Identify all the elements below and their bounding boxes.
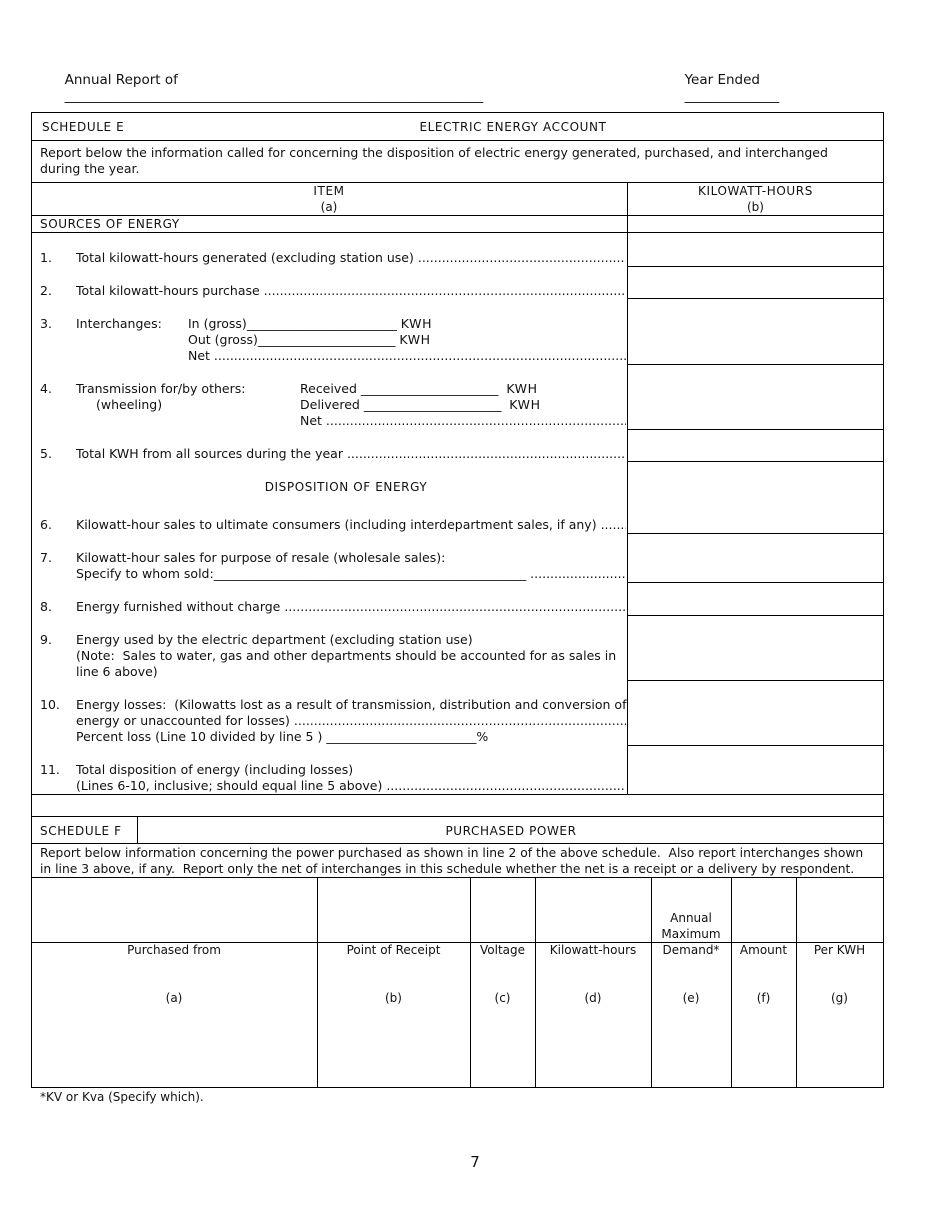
kwh-cell-line-4[interactable] xyxy=(628,365,883,429)
line-11-label-cont: (Lines 6-10, inclusive; should equal line 5 above) ..... xyxy=(76,778,626,794)
year-ended-line xyxy=(676,56,779,104)
kwh-cell-line-2[interactable] xyxy=(628,267,883,298)
col-kwh-letter: (b) xyxy=(747,200,764,214)
disposition-heading: DISPOSITION OF ENERGY xyxy=(264,480,428,494)
line-9-label: Energy used by the electric department (excluding station use) xyxy=(76,632,473,647)
line-10-percent-field[interactable]: ________________________ xyxy=(326,729,477,744)
line-1-number: 1. xyxy=(40,250,52,265)
line-3-out-row xyxy=(188,332,431,348)
annual-report-label: Annual Report of xyxy=(64,72,178,88)
line-4-sub-label: (wheeling) xyxy=(96,397,163,412)
entry-purchased-from[interactable] xyxy=(32,943,317,1087)
col-per-kwh-letter: (g) xyxy=(831,991,848,1005)
kwh-cell-line-5[interactable] xyxy=(628,430,883,461)
entry-voltage[interactable] xyxy=(471,943,535,1087)
kwh-cell-line-1[interactable] xyxy=(628,233,883,266)
col-voltage-label: Voltage xyxy=(479,943,525,957)
line-4-delivered-label: Delivered xyxy=(300,397,360,412)
kwh-cell-line-11[interactable] xyxy=(628,746,883,794)
line-6-number: 6. xyxy=(40,517,52,532)
entry-annual-max-demand[interactable] xyxy=(652,943,731,1087)
line-4-delivered-field[interactable]: ______________________ xyxy=(363,397,502,412)
kwh-cell-line-6[interactable] xyxy=(628,462,883,533)
line-4-delivered-row xyxy=(300,397,541,413)
line-11-number: 11. xyxy=(40,762,60,777)
year-ended-field[interactable]: ______________ xyxy=(684,88,780,104)
line-3-in-row xyxy=(188,316,432,332)
kwh-cell-line-10[interactable] xyxy=(628,681,883,745)
line-4-received-field[interactable]: ______________________ xyxy=(360,381,499,396)
line-7-specify-field[interactable]: __________________________________________________ xyxy=(213,566,527,581)
line-1-label: Total kilowatt-hours generated (excluding station use) ..... xyxy=(76,250,626,266)
line-3-out-label: Out (gross) xyxy=(188,332,258,347)
line-4-received-row xyxy=(300,381,538,397)
line-4-received-label: Received xyxy=(300,381,357,396)
col-item-header: ITEM xyxy=(313,184,345,198)
col-purchased-from-letter: (a) xyxy=(165,991,183,1005)
line-10-label: Energy losses: (Kilowatts lost as a result of transmission, distribution and conversion of xyxy=(76,697,627,712)
kwh-cell-line-9[interactable] xyxy=(628,616,883,680)
col-amount-letter: (f) xyxy=(756,991,771,1005)
entry-amount[interactable] xyxy=(732,943,796,1087)
line-3-label: Interchanges: xyxy=(76,316,162,331)
line-3-net-label: Net ..... xyxy=(188,348,626,364)
col-kilowatt-hours-label: Kilowatt-hours xyxy=(549,943,637,957)
line-5-label: Total KWH from all sources during the year ..... xyxy=(76,446,626,462)
schedule-e-code: SCHEDULE E xyxy=(42,120,125,134)
col-purchased-from-label: Purchased from xyxy=(127,943,221,957)
schedule-f-title: PURCHASED POWER xyxy=(445,824,577,838)
entry-point-of-receipt[interactable] xyxy=(318,943,470,1087)
line-4-number: 4. xyxy=(40,381,52,396)
col-annual-max-demand-label: Annual Maximum Demand* xyxy=(661,911,721,957)
col-amount-label: Amount xyxy=(739,943,788,957)
line-3-in-field[interactable]: ________________________ xyxy=(246,316,397,331)
line-11-label: Total disposition of energy (including losses) xyxy=(76,762,354,777)
schedule-e-title: ELECTRIC ENERGY ACCOUNT xyxy=(419,120,607,134)
entry-kilowatt-hours[interactable] xyxy=(536,943,651,1087)
line-10-percent-row xyxy=(76,729,488,745)
line-8-number: 8. xyxy=(40,599,52,614)
percent-sign: % xyxy=(476,729,489,744)
sources-heading: SOURCES OF ENERGY xyxy=(40,217,180,231)
kwh-cell-line-7[interactable] xyxy=(628,534,883,582)
col-point-of-receipt-label: Point of Receipt xyxy=(346,943,441,957)
line-10-percent-label: Percent loss (Line 10 divided by line 5 ) xyxy=(76,729,323,744)
schedule-f-instructions-1: Report below information concerning the power purchased as shown in line 2 of the above schedule. Also report interchanges shown xyxy=(40,846,864,860)
footnote: *KV or Kva (Specify which). xyxy=(40,1090,204,1104)
kwh-cell-line-3[interactable] xyxy=(628,299,883,364)
annual-report-line xyxy=(56,56,483,104)
page-number: 7 xyxy=(470,1153,480,1171)
col-per-kwh-label: Per KWH xyxy=(813,943,866,957)
line-7-label: Kilowatt-hour sales for purpose of resale (wholesale sales): xyxy=(76,550,446,565)
line-2-number: 2. xyxy=(40,283,52,298)
col-annual-max-demand-letter: (e) xyxy=(682,991,700,1005)
schedule-e-instructions: Report below the information called for concerning the disposition of electric energy generated, purchased, and interchanged during the year. xyxy=(40,145,828,176)
kwh-unit: KWH xyxy=(399,332,431,347)
line-7-number: 7. xyxy=(40,550,52,565)
col-point-of-receipt-letter: (b) xyxy=(385,991,402,1005)
line-4-net-label: Net ..... xyxy=(300,413,626,429)
entry-per-kwh[interactable] xyxy=(797,943,883,1087)
kwh-cell-line-8[interactable] xyxy=(628,583,883,615)
line-10-label-cont: energy or unaccounted for losses) ..... xyxy=(76,713,626,729)
line-3-number: 3. xyxy=(40,316,52,331)
annual-report-field[interactable]: ______________________________________________________________ xyxy=(64,88,484,104)
line-9-note-2: line 6 above) xyxy=(76,664,158,679)
schedule-f-instructions-2: in line 3 above, if any. Report only the net of interchanges in this schedule whether the net is a receipt or a delivery by respondent. xyxy=(40,862,855,876)
kwh-unit: KWH xyxy=(509,397,541,412)
line-10-number: 10. xyxy=(40,697,60,712)
line-7-specify-label: Specify to whom sold: xyxy=(76,566,214,581)
line-7-specify-row xyxy=(76,566,626,582)
col-item-letter: (a) xyxy=(320,200,338,214)
line-3-out-field[interactable]: ______________________ xyxy=(257,332,396,347)
line-3-in-label: In (gross) xyxy=(188,316,247,331)
col-kilowatt-hours-letter: (d) xyxy=(584,991,602,1005)
line-2-label: Total kilowatt-hours purchase ..... xyxy=(76,283,626,299)
line-4-label: Transmission for/by others: xyxy=(76,381,246,396)
line-8-label: Energy furnished without charge ..... xyxy=(76,599,626,615)
line-6-label: Kilowatt-hour sales to ultimate consumers (including interdepartment sales, if any) ..... xyxy=(76,517,626,533)
line-5-number: 5. xyxy=(40,446,52,461)
year-ended-label: Year Ended xyxy=(684,72,760,88)
col-voltage-letter: (c) xyxy=(494,991,511,1005)
schedule-f-code: SCHEDULE F xyxy=(40,824,122,838)
kwh-unit: KWH xyxy=(400,316,433,331)
line-9-note-1: (Note: Sales to water, gas and other departments should be accounted for as sales in xyxy=(76,648,617,663)
col-kwh-header: KILOWATT-HOURS xyxy=(698,184,813,198)
line-9-number: 9. xyxy=(40,632,52,647)
kwh-unit: KWH xyxy=(506,381,538,396)
